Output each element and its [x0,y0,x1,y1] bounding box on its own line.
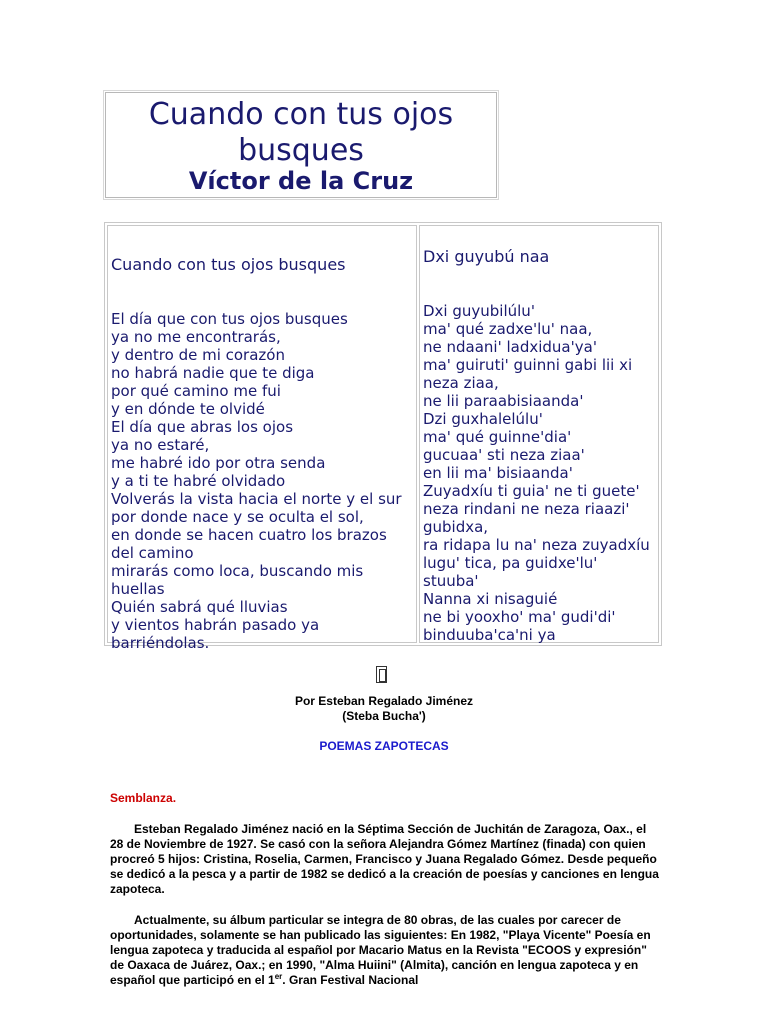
zapotec-poem-line: ne bi yooxho' ma' gudi'di' binduuba'ca'ni ya [423,608,616,644]
zapotec-poem-line: Dxi guyubilúlu' [423,302,535,320]
spanish-poem-line: Volverás la vista hacia el norte y el sur [111,490,402,508]
poemas-zapotecas-link[interactable]: POEMAS ZAPOTECAS [319,739,449,753]
zapotec-poem-line: ma' qué guinne'dia' [423,428,572,446]
zapotec-poem-line: ma' guiruti' guinni gabi lii xi neza ziaa, [423,356,633,392]
poem-table [104,222,662,652]
spanish-poem-line: por donde nace y se oculta el sol, [111,508,364,526]
biography-paragraph-1: Esteban Regalado Jiménez nació en la Séptima Sección de Juchitán de Zaragoza, Oax., el 28 de Noviembre de 1927. Se casó con la señora Alejandra Gómez Martínez (finada) con quien procreó 5 hijos: Cristina, Roselia, Carmen, Francisco y Juana Regalado Gómez. Desde pequeño se dedicó a la pesca y a partir de 1982 se dedicó a la creación de poesías y canciones en lengua zapoteca. [110,822,659,896]
zapotec-poem-lines [423,302,656,644]
spanish-poem-line: y a ti te habré olvidado [111,472,286,490]
spanish-column [107,225,417,652]
biography-paragraph-2-tail: . Gran Festival Nacional [282,973,419,987]
zapotec-poem-line: neza rindani ne neza riaazi' gubidxa, [423,500,630,536]
spanish-poem-line: y en dónde te olvidé [111,400,265,418]
spanish-poem-line: y dentro de mi corazón [111,346,285,364]
zapotec-poem-line: ma' qué zadxe'lu' naa, [423,320,593,338]
spanish-heading: Cuando con tus ojos busques [111,255,346,274]
spanish-poem-line: Quién sabrá qué lluvias [111,598,288,616]
ordinal-superscript: er [274,972,283,981]
zapotec-column [419,225,659,643]
spanish-poem-line: por qué camino me fui [111,382,281,400]
author-nickname: (Steba Bucha') [342,709,426,723]
zapotec-poem-line: ne lii paraabisiaanda' [423,392,584,410]
zapotec-poem-line: Nanna xi nisaguié [423,590,558,608]
spanish-poem-line: ya no me encontrarás, [111,328,281,346]
zapotec-poem-line: ra ridapa lu na' neza zuyadxíu [423,536,650,554]
poem-author: Víctor de la Cruz [188,167,414,195]
zapotec-poem-line: lugu' tica, pa guidxe'lu' stuuba' [423,554,598,590]
zapotec-heading: Dxi guyubú naa [423,247,550,266]
zapotec-poem-line: Zuyadxíu ti guia' ne ti guete' [423,482,640,500]
section-label: Semblanza. [110,791,177,805]
spanish-poem-line: ya no estaré, [111,436,210,454]
zapotec-poem-line: ne ndaani' ladxidua'ya' [423,338,597,356]
biography-paragraph-2 [110,913,662,988]
zapotec-poem-line: en lii ma' bisiaanda' [423,464,573,482]
poem-title: Cuando con tus ojos busques [148,97,454,168]
zapotec-poem-line: Dzi guxhalelúlu' [423,410,543,428]
zapotec-poem-line: gucuaa' sti neza ziaa' [423,446,585,464]
spanish-poem-lines [111,310,414,652]
spanish-poem-line: El día que con tus ojos busques [111,310,348,328]
spanish-poem-line: en donde se hacen cuatro los brazos del camino [111,526,387,562]
spanish-poem-line: no habrá nadie que te diga [111,364,315,382]
title-box [105,92,497,198]
author-credit: Por Esteban Regalado Jiménez [294,694,474,708]
spanish-poem-line: me habré ido por otra senda [111,454,326,472]
spanish-poem-line: y vientos habrán pasado ya barriéndolas. [111,616,320,652]
biography-paragraph-2-text: Actualmente, su álbum particular se integra de 80 obras, de las cuales por carecer de oportunidades, solamente se han publicado las siguientes: En 1982, "Playa Vicente" Poesía en lengua zapoteca y traducida al español por Macario Matus en la Revista "ECOOS y expresión" de Oaxaca de Juárez, Oax.; en 1990, "Alma Huiini" (Almita), canción en lengua zapoteca y en español que participó en el 1 [110,913,651,987]
spanish-poem-line: El día que abras los ojos [111,418,294,436]
spanish-poem-line: mirarás como loca, buscando mis huellas [111,562,364,598]
missing-image-icon [376,666,387,683]
